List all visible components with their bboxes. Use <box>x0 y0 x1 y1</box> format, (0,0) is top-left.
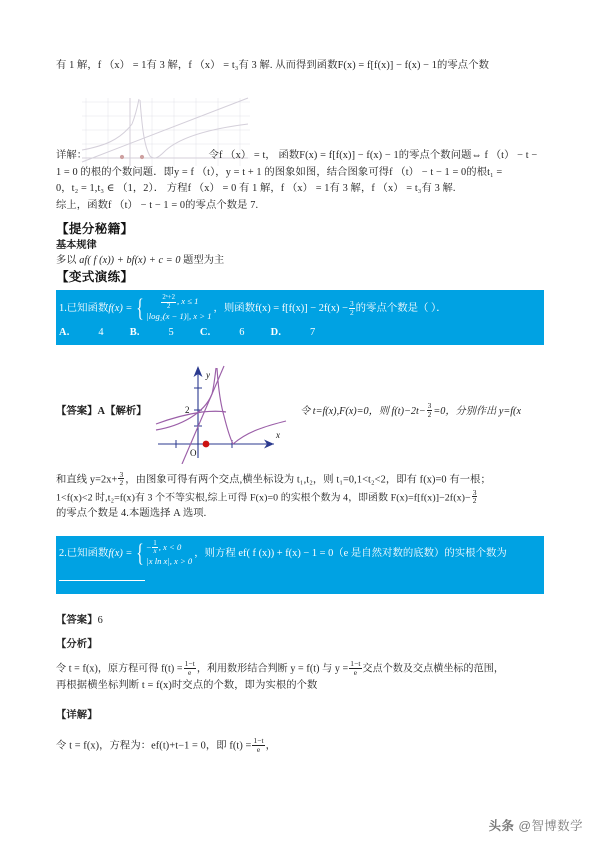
analysis-line-2: 再根据横坐标判断 t = f(x)时交点的个数，即为实根的个数 <box>56 680 318 692</box>
detail-line-1 <box>56 148 544 164</box>
document-content <box>56 58 544 755</box>
question-2-stem-prefix: 已知函数 <box>66 548 109 560</box>
question-2-piecewise <box>134 540 192 569</box>
answer-2-block <box>56 613 544 754</box>
question-1-stem-prefix: 已知函数 <box>66 302 109 314</box>
question-2-box[interactable] <box>56 536 544 595</box>
option-a[interactable]: A. 4 <box>59 326 104 338</box>
detail-line-4: 综上，函数f （t） − t − 1 = 0的零点个数是 7. <box>56 199 259 211</box>
answer-2-value: 6 <box>97 615 103 627</box>
answer-1-right-text: 令 t=f(x),F(x)=0，则 f(t)−2t− $\frac{3}{2}$ =0，分别作出 y=f(x <box>300 401 521 420</box>
question-2-fn-name: f(x) = <box>108 548 133 560</box>
watermark-platform: 头条 <box>488 819 515 833</box>
detail-label: 详解： <box>56 150 88 162</box>
answer-blank-field[interactable] <box>59 569 145 581</box>
question-1-stem: 1. 已知函数 f(x) = { $\frac{\text{2ˣ+2}}{2}$ , x ≤ 1 |log₂(x − 1)|, x > 1 ，则函数f(x) = f[f(x)] − 2f(x) − $\frac{3}{2}$ 的零点个数是（ ）． <box>59 294 447 322</box>
detail-line-3: 0，t₂ = 1,t₃ ∈ （1，2）． 方程f （x） = 0 有 1 解，f （x） = 1有 3 解，f （x） = t₃有 3 解. <box>56 183 456 195</box>
answer-1-function-graph <box>154 358 290 464</box>
detail-text-1: 令f （x） = t， 函数F(x) = f[f(x)] − f(x) − 1的零点个数问题⇔ f （t） − t − <box>208 150 538 162</box>
analysis-line-1: 令 t = f(x)，原方程可得 f(t) = $\frac{1-t}{e}$ ，利用数形结合判断 y = f(t) 与 y = $\frac{1-t}{e}$ 交点个数及交点横坐标的范围， <box>56 659 504 678</box>
question-2-stem-suffix: ，则方程 ef( f (x)) + f(x) − 1 = 0（e 是自然对数的底数）的实根个数为 <box>194 548 507 560</box>
answer-2-label-row <box>56 613 544 629</box>
graph-axis-y: y <box>206 369 210 380</box>
analysis-label: 【分析】 <box>56 638 98 650</box>
graph-tick-2: 2 <box>185 404 190 415</box>
piece-row-top: − $\frac{1}{x}$ , x < 0 <box>146 538 182 556</box>
piece-row-bottom: |x ln x|, x > 0 <box>146 556 193 567</box>
left-brace-icon: { <box>136 540 145 568</box>
tips-body-prefix: 多以 <box>56 255 80 267</box>
question-1-stem-tail: 的零点个数是（ ）． <box>355 302 447 314</box>
top-line-1: 有 1 解，f （x） = 1有 3 解，f （x） = t₃有 3 解. 从而得到函数F(x) = f[f(x)] − f(x) − 1的零点个数 <box>56 60 489 71</box>
question-1-stem-suffix: ，则函数f(x) = f[f(x)] − 2f(x) − <box>213 302 348 314</box>
graph-axis-x: x <box>276 429 280 440</box>
option-c[interactable]: C. 6 <box>199 326 245 338</box>
answer-1-explanation <box>56 471 544 523</box>
detail-block <box>56 148 544 214</box>
question-2-number: 2. <box>59 548 67 560</box>
practice-heading: 【变式演练】 <box>56 270 134 285</box>
answer-1-label: 【答案】A【解析】 <box>56 405 147 417</box>
tips-body-suffix: 题型为主 <box>180 255 225 267</box>
detail-2-label: 【详解】 <box>56 709 98 721</box>
detail-line-2: 1 = 0 的根的个数问题．即y = f （t），y = t + 1 的图象如图，结合图象可得f （t） − t − 1 = 0的根t₁ = <box>56 166 503 178</box>
watermark <box>489 816 583 834</box>
answer-1-row <box>56 358 544 464</box>
question-2-answer-blank-row[interactable] <box>59 568 540 582</box>
explain-line-3: 的零点个数是 4.本题选择 A 选项. <box>56 508 207 520</box>
question-1-number: 1. <box>59 302 67 314</box>
tips-heading: 【提分秘籍】 <box>56 222 134 237</box>
answer-2-label: 【答案】 <box>56 615 98 627</box>
question-2-stem <box>59 540 540 569</box>
explain-line-2: 1<f(x)<2 时,t₂=f(x)有 3 个不等实根,综上可得 F(x)=0 的实根个数为 4，即函数 F(x)=f[f(x)]−2f(x)− $\frac{3}{2}$ <box>56 487 477 506</box>
question-1-box[interactable] <box>56 290 544 344</box>
watermark-handle: @智博数学 <box>518 819 583 833</box>
piece-row-top: $\frac{\text{2ˣ+2}}{2}$ , x ≤ 1 <box>162 294 199 310</box>
question-1-piecewise <box>134 294 211 322</box>
question-1-fn-name: f(x) = <box>108 302 133 314</box>
option-b[interactable]: B. 5 <box>129 326 174 338</box>
piece-row-bottom: |log₂(x − 1)|, x > 1 <box>146 310 212 321</box>
graph-origin: O <box>190 447 197 458</box>
option-d[interactable]: D. 7 <box>270 326 316 338</box>
tips-subheading: 基本规律 <box>56 240 97 252</box>
tips-body <box>56 253 544 269</box>
detail-2-line-1: 令 t = f(x)，方程为：ef(t)+t−1 = 0，即 f(t) = $\frac{1-t}{e}$ ， <box>56 735 277 754</box>
question-1-options[interactable] <box>59 325 540 340</box>
tips-body-formula: af( f (x)) + bf(x) + c = 0 <box>79 255 181 267</box>
explain-line-1: 和直线 y=2x+ $\frac{3}{2}$ ，由图象可得有两个交点,横坐标设为 t₁,t₂，则 t₁=0,1<t₂<2，即有 f(x)=0 有一根； <box>56 469 491 488</box>
left-brace-icon: { <box>136 294 145 322</box>
